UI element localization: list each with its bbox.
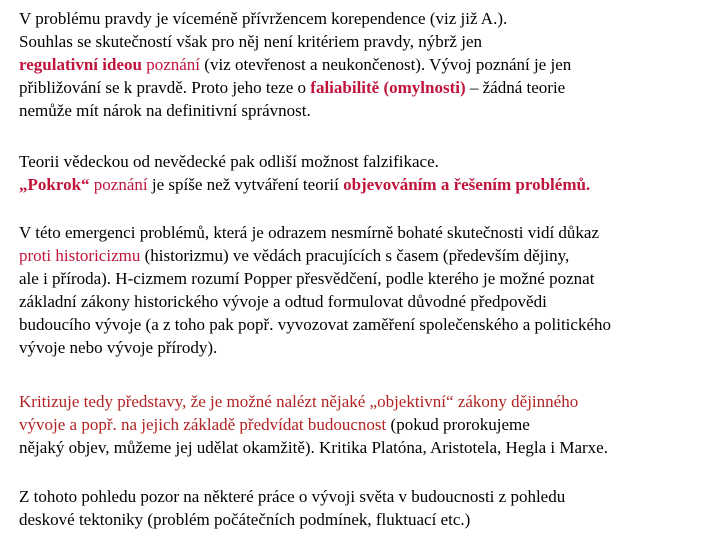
highlight-progress: „Pokrok“: [19, 175, 90, 194]
text-segment: (viz otevřenost a neukončenost). Vývoj poznání je jen: [200, 55, 572, 74]
text-line: Souhlas se skutečností však pro něj není kritériem pravdy, nýbrž jen: [19, 32, 482, 51]
text-line: [19, 244, 611, 267]
text-line: V této emergenci problémů, která je odrazem nesmírně bohaté skutečnosti vidí důkaz: [19, 223, 600, 242]
text-line: Z tohoto pohledu pozor na některé práce o vývoji světa v budoucnosti z pohledu: [19, 487, 566, 506]
text-line: budoucího vývoje (a z toho pak popř. vyvozovat zaměření společenského a politického: [19, 315, 611, 334]
text-segment: – žádná teorie: [465, 78, 566, 97]
text-segment: (pokud prorokujeme: [386, 415, 530, 434]
paragraph-criticism: [19, 390, 608, 459]
highlight-prediction: vývoje a popř. na jejich základě předvídat budoucnost: [19, 415, 387, 434]
text-line: [19, 413, 608, 436]
highlight-knowledge: poznání: [141, 55, 201, 74]
text-line: ale i příroda). H-cizmem rozumí Popper přesvědčení, podle kterého je možné poznat: [19, 269, 595, 288]
text-line: vývoje nebo vývoje přírody).: [19, 338, 218, 357]
text-line: [19, 76, 571, 99]
paragraph-falsification: [19, 150, 590, 196]
text-line: deskové tektoniky (problém počátečních podmínek, fluktuací etc.): [19, 510, 471, 529]
text-segment: přibližování se k pravdě. Proto jeho teze o: [19, 78, 311, 97]
text-segment: je spíše než vytváření teorií: [147, 175, 344, 194]
highlight-problem-solving: objevováním a řešením problémů.: [343, 175, 591, 194]
paragraph-historicism: [19, 221, 611, 359]
text-line: základní zákony historického vývoje a odtud formulovat důvodné předpovědi: [19, 292, 547, 311]
highlight-regulative-idea: regulativní ideou: [19, 55, 142, 74]
paragraph-plate-tectonics: [19, 485, 565, 531]
paragraph-truth: [19, 7, 571, 122]
text-line: Kritizuje tedy představy, že je možné nalézt nějaké „objektivní“ zákony dějinného: [19, 392, 579, 411]
text-line: [19, 53, 571, 76]
text-line: nějaký objev, můžeme jej udělat okamžitě). Kritika Platóna, Aristotela, Hegla i Marxe.: [19, 438, 608, 457]
text-line: Teorii vědeckou od nevědecké pak odliší možnost falzifikace.: [19, 152, 439, 171]
text-segment: (historizmu) ve vědách pracujících s časem (především dějiny,: [140, 246, 570, 265]
text-line: V problému pravdy je víceméně přívržencem korependence (viz již A.).: [19, 9, 508, 28]
highlight-against-historicism: proti historicizmu: [19, 246, 141, 265]
text-line: [19, 173, 590, 196]
text-line: nemůže mít nárok na definitivní správnost.: [19, 101, 311, 120]
highlight-knowledge: poznání: [89, 175, 148, 194]
highlight-fallibility: faliabilitě (omylnosti): [310, 78, 466, 97]
